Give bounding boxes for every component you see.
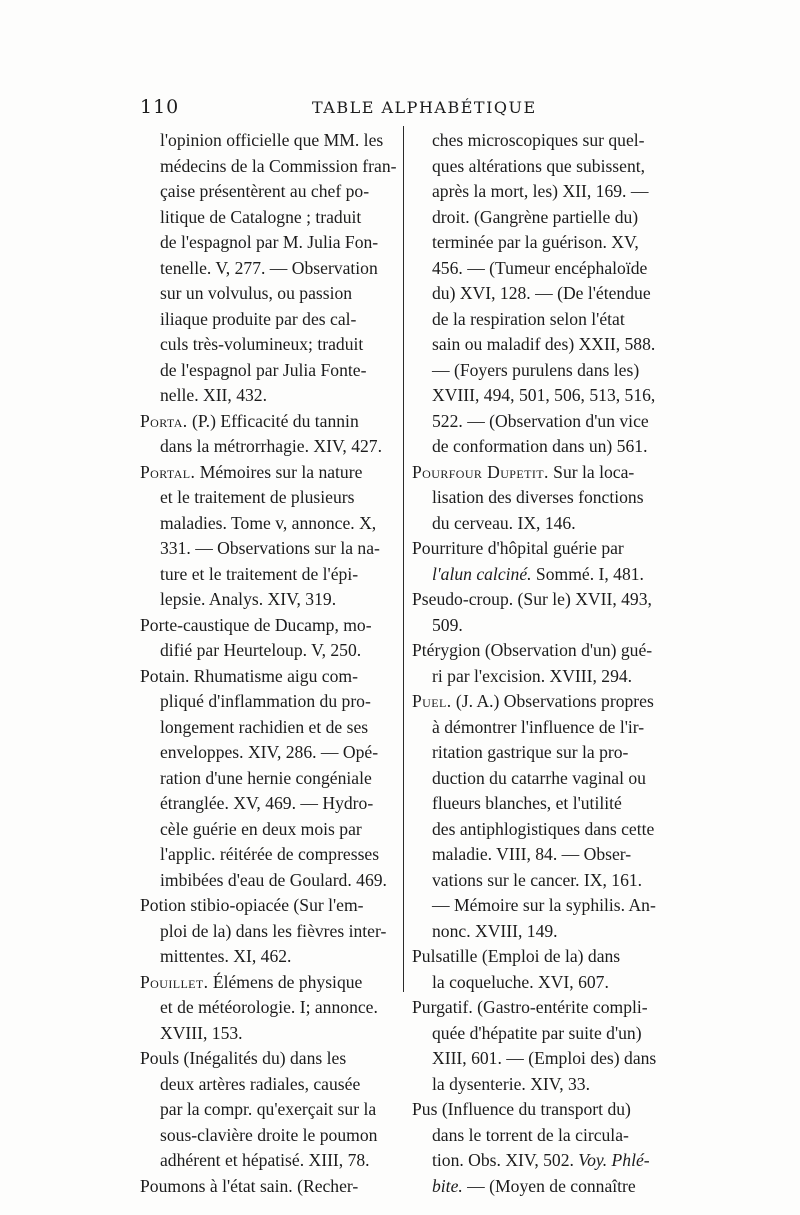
line-text: nonc. XVIII, 149.	[432, 920, 558, 941]
line-text: des antiphlogistiques dans cette	[432, 818, 655, 839]
line-text: tion. Obs. XIV, 502.	[432, 1150, 574, 1170]
index-line	[140, 562, 398, 588]
line-text: pliqué d'inflammation du pro-	[160, 691, 371, 711]
line-text: Élémens de physique	[208, 971, 363, 992]
index-line	[412, 893, 674, 919]
index-line	[412, 281, 674, 307]
index-line	[412, 307, 674, 333]
index-line	[412, 562, 674, 588]
index-line	[140, 511, 398, 537]
index-line	[140, 944, 398, 970]
line-text: du) XVI, 128. — (De l'étendue	[432, 283, 651, 303]
index-line	[140, 868, 398, 894]
index-line	[140, 970, 398, 996]
index-line	[412, 715, 674, 741]
index-line	[412, 638, 674, 664]
line-text: la dysenterie. XIV, 33.	[432, 1073, 590, 1094]
index-line	[412, 536, 674, 562]
line-text: iliaque produite par des cal-	[160, 308, 357, 329]
index-line	[412, 995, 674, 1021]
index-entry-name: Pourfour Dupetit.	[412, 461, 549, 482]
index-line	[412, 409, 674, 435]
line-text: 456. — (Tumeur encéphaloïde	[432, 257, 648, 278]
index-line	[412, 1046, 674, 1072]
line-text: lepsie. Analys. XIV, 319.	[160, 589, 337, 609]
line-text: médecins de la Commission fran-	[160, 155, 397, 176]
line-text: ches microscopiques sur quel-	[432, 130, 645, 150]
line-text: Sommé. I, 481.	[531, 563, 644, 584]
line-text: maladies. Tome v, annonce. X,	[160, 512, 377, 533]
index-line	[140, 1021, 398, 1047]
index-line	[140, 919, 398, 945]
index-entry-name: Portal.	[140, 461, 196, 482]
index-line	[412, 740, 674, 766]
index-line	[412, 1072, 674, 1098]
line-text: après la mort, les) XII, 169. —	[432, 181, 649, 201]
line-text: Purgatif. (Gastro-entérite compli-	[412, 997, 648, 1017]
index-line	[412, 179, 674, 205]
index-line	[140, 281, 398, 307]
line-text: flueurs blanches, et l'utilité	[432, 793, 622, 813]
line-text: difié par Heurteloup. V, 250.	[160, 640, 362, 660]
index-line	[140, 689, 398, 715]
line-text: Pseudo-croup. (Sur le) XVII, 493,	[412, 589, 652, 609]
line-text: 509.	[432, 614, 463, 635]
index-line	[140, 179, 398, 205]
line-text: enveloppes. XIV, 286. — Opé-	[160, 742, 379, 762]
index-line	[412, 460, 674, 486]
index-line	[412, 230, 674, 256]
line-text: culs très-volumineux; traduit	[160, 334, 364, 354]
line-text: lisation des diverses fonctions	[432, 487, 644, 507]
line-text: maladie. VIII, 84. — Obser-	[432, 844, 632, 864]
index-line	[412, 791, 674, 817]
page-title: TABLE ALPHABÉTIQUE	[312, 98, 537, 117]
page-header	[140, 96, 660, 124]
italic-text: Voy. Phlé-	[573, 1150, 650, 1170]
line-text: — Mémoire sur la syphilis. An-	[432, 895, 656, 915]
index-line	[412, 1123, 674, 1149]
index-line	[412, 332, 674, 358]
index-line	[412, 154, 674, 180]
index-line	[140, 409, 398, 435]
index-line	[140, 1072, 398, 1098]
line-text: terminée par la guérison. XV,	[432, 232, 639, 252]
line-text: sous-clavière droite le poumon	[160, 1124, 378, 1145]
index-entry-name: Pouillet.	[140, 971, 209, 992]
index-entry-name: Porta.	[140, 410, 188, 431]
line-text: du cerveau. IX, 146.	[432, 512, 576, 533]
line-text: cèle guérie en deux mois par	[160, 818, 362, 839]
index-line	[412, 868, 674, 894]
line-text: ture et le traitement de l'épi-	[160, 563, 359, 584]
index-line	[412, 587, 674, 613]
line-text: Pulsatille (Emploi de la) dans	[412, 946, 621, 966]
index-column-left	[140, 128, 398, 1199]
index-line	[412, 1021, 674, 1047]
line-text: vations sur le cancer. IX, 161.	[432, 869, 643, 890]
index-line	[412, 128, 674, 154]
line-text: — (Foyers purulens dans les)	[432, 359, 640, 380]
index-line	[140, 434, 398, 460]
index-line	[140, 587, 398, 613]
line-text: dans le torrent de la circula-	[432, 1124, 629, 1145]
index-line	[412, 919, 674, 945]
line-text: mittentes. XI, 462.	[160, 946, 292, 966]
index-line	[412, 664, 674, 690]
index-line	[140, 740, 398, 766]
index-line	[412, 766, 674, 792]
line-text: sain ou maladif des) XXII, 588.	[432, 334, 656, 354]
index-line	[412, 511, 674, 537]
line-text: (P.) Efficacité du tannin	[187, 410, 359, 431]
line-text: XVIII, 494, 501, 506, 513, 516,	[432, 385, 656, 405]
line-text: duction du catarrhe vaginal ou	[432, 767, 646, 788]
line-text: Mémoires sur la nature	[195, 461, 363, 482]
line-text: deux artères radiales, causée	[160, 1073, 361, 1094]
column-divider	[403, 126, 404, 992]
line-text: la coqueluche. XVI, 607.	[432, 971, 609, 992]
line-text: dans la métrorrhagie. XIV, 427.	[160, 436, 382, 456]
line-text: çaise présentèrent au chef po-	[160, 181, 370, 201]
index-line	[140, 460, 398, 486]
line-text: Pus (Influence du transport du)	[412, 1099, 631, 1119]
line-text: l'applic. réitérée de compresses	[160, 844, 380, 864]
line-text: de l'espagnol par M. Julia Fon-	[160, 232, 379, 252]
line-text: quée d'hépatite par suite d'un)	[432, 1022, 642, 1043]
line-text: et le traitement de plusieurs	[160, 487, 355, 507]
index-line	[140, 791, 398, 817]
index-line	[412, 1174, 674, 1200]
line-text: ploi de la) dans les fièvres inter-	[160, 920, 387, 941]
line-text: adhérent et hépatisé. XIII, 78.	[160, 1150, 370, 1170]
line-text: étranglée. XV, 469. — Hydro-	[160, 793, 374, 813]
index-line	[140, 1046, 398, 1072]
index-line	[140, 536, 398, 562]
index-line	[140, 358, 398, 384]
index-line	[412, 970, 674, 996]
line-text: droit. (Gangrène partielle du)	[432, 206, 639, 227]
index-line	[140, 205, 398, 231]
line-text: Poumons à l'état sain. (Recher-	[140, 1175, 359, 1196]
index-line	[412, 358, 674, 384]
index-column-right	[412, 128, 674, 1199]
line-text: Potain. Rhumatisme aigu com-	[140, 665, 358, 686]
index-line	[140, 715, 398, 741]
index-line	[140, 485, 398, 511]
line-text: Ptérygion (Observation d'un) gué-	[412, 640, 653, 660]
index-line	[140, 842, 398, 868]
index-line	[140, 128, 398, 154]
line-text: ritation gastrique sur la pro-	[432, 742, 629, 762]
index-line	[140, 154, 398, 180]
index-line	[140, 613, 398, 639]
index-line	[140, 664, 398, 690]
index-line	[140, 1148, 398, 1174]
index-line	[412, 689, 674, 715]
index-line	[140, 383, 398, 409]
index-line	[140, 995, 398, 1021]
line-text: de conformation dans un) 561.	[432, 436, 648, 456]
page-number: 110	[140, 96, 180, 118]
italic-text: l'alun calciné.	[432, 563, 532, 584]
index-line	[412, 613, 674, 639]
index-line	[412, 944, 674, 970]
index-line	[140, 1174, 398, 1200]
line-text: tenelle. V, 277. — Observation	[160, 257, 378, 278]
index-entry-name: Puel.	[412, 691, 452, 711]
index-line	[140, 1123, 398, 1149]
line-text: sur un volvulus, ou passion	[160, 283, 353, 303]
line-text: — (Moyen de connaître	[462, 1175, 636, 1196]
line-text: nelle. XII, 432.	[160, 385, 267, 405]
line-text: 522. — (Observation d'un vice	[432, 410, 649, 431]
line-text: XIII, 601. — (Emploi des) dans	[432, 1048, 657, 1068]
line-text: ques altérations que subissent,	[432, 155, 646, 176]
index-line	[412, 817, 674, 843]
index-line	[140, 230, 398, 256]
line-text: XVIII, 153.	[160, 1022, 243, 1043]
line-text: imbibées d'eau de Goulard. 469.	[160, 869, 387, 890]
line-text: à démontrer l'influence de l'ir-	[432, 716, 645, 737]
line-text: ration d'une hernie congéniale	[160, 767, 372, 788]
line-text: Potion stibio-opiacée (Sur l'em-	[140, 895, 364, 915]
line-text: de la respiration selon l'état	[432, 308, 625, 329]
line-text: et de météorologie. I; annonce.	[160, 997, 378, 1017]
line-text: Pourriture d'hôpital guérie par	[412, 538, 624, 558]
index-line	[140, 817, 398, 843]
line-text: 331. — Observations sur la na-	[160, 538, 380, 558]
index-line	[412, 256, 674, 282]
line-text: litique de Catalogne ; traduit	[160, 206, 362, 227]
line-text: Porte-caustique de Ducamp, mo-	[140, 614, 372, 635]
index-line	[412, 1148, 674, 1174]
index-line	[412, 1097, 674, 1123]
index-line	[412, 434, 674, 460]
index-line	[140, 332, 398, 358]
line-text: Sur la loca-	[548, 461, 635, 482]
index-line	[412, 485, 674, 511]
index-line	[140, 256, 398, 282]
index-line	[140, 1097, 398, 1123]
line-text: de l'espagnol par Julia Fonte-	[160, 359, 367, 380]
line-text: par la compr. qu'exerçait sur la	[160, 1099, 377, 1119]
index-line	[140, 307, 398, 333]
line-text: ri par l'excision. XVIII, 294.	[432, 665, 633, 686]
index-line	[412, 383, 674, 409]
index-line	[140, 638, 398, 664]
line-text: (J. A.) Observations propres	[451, 691, 654, 711]
italic-text: bite.	[432, 1175, 463, 1196]
line-text: Pouls (Inégalités du) dans les	[140, 1048, 347, 1068]
index-line	[412, 842, 674, 868]
line-text: l'opinion officielle que MM. les	[160, 130, 384, 150]
index-line	[140, 893, 398, 919]
line-text: longement rachidien et de ses	[160, 716, 369, 737]
index-line	[140, 766, 398, 792]
index-line	[412, 205, 674, 231]
